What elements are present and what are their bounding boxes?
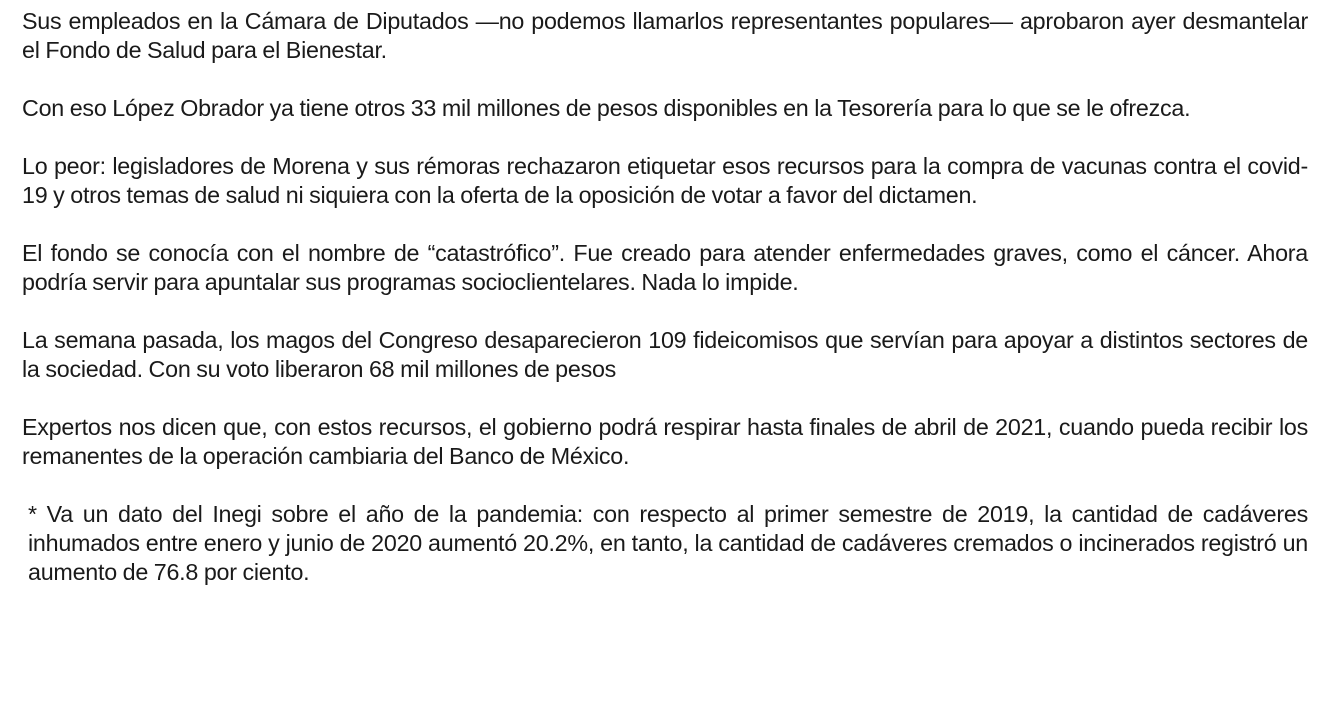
paragraph-fideicomisos: La semana pasada, los magos del Congreso desaparecieron 109 fideicomisos que servían para apoyar a distintos sectores de la sociedad. Con su voto liberaron 68 mil millones de pesos	[22, 327, 1308, 382]
paragraph-inegi-note: * Va un dato del Inegi sobre el año de la pandemia: con respecto al primer semestre de 2019, la cantidad de cadáveres inhumados entre enero y junio de 2020 aumentó 20.2%, en tanto, la cantidad de cadáveres cremados o incinerados registró un aumento de 76.8 por ciento.	[28, 501, 1308, 585]
article-body	[22, 7, 1308, 587]
paragraph-expertos: Expertos nos dicen que, con estos recursos, el gobierno podrá respirar hasta finales de abril de 2021, cuando pueda recibir los remanentes de la operación cambiaria del Banco de México.	[22, 414, 1308, 469]
paragraph-diputados: Sus empleados en la Cámara de Diputados —no podemos llamarlos representantes populares— aprobaron ayer desmantelar el Fondo de Salud para el Bienestar.	[22, 8, 1308, 63]
paragraph-fondo-catastrofico: El fondo se conocía con el nombre de “catastrófico”. Fue creado para atender enfermedades graves, como el cáncer. Ahora podría servir para apuntalar sus programas socioclientelares. Nada lo impide.	[22, 240, 1308, 295]
paragraph-vacunas: Lo peor: legisladores de Morena y sus rémoras rechazaron etiquetar esos recursos para la compra de vacunas contra el covid-19 y otros temas de salud ni siquiera con la oferta de la oposición de votar a favor del dictamen.	[22, 153, 1308, 208]
paragraph-tesoreria: Con eso López Obrador ya tiene otros 33 mil millones de pesos disponibles en la Tesorería para lo que se le ofrezca.	[22, 95, 1191, 121]
